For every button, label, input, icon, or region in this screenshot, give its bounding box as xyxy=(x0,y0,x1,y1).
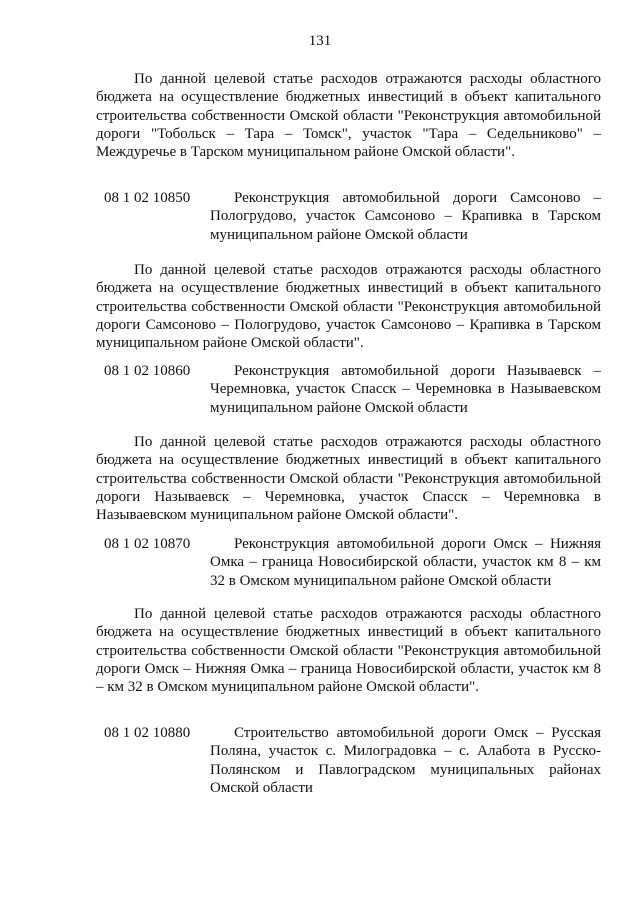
paragraph-text: По данной целевой статье расходов отражаются расходы областного бюджета на осуществление бюджетных инвестиций в объект капитального строительства собственности Омской области "Реконструкция автомобильной дороги "Тобольск – Тара – Томск", участок "Тара – Седельниково" – Междуречье в Тарском муниципальном районе Омской области". xyxy=(96,71,601,161)
paragraph-3 xyxy=(96,433,601,524)
code-description: Реконструкция автомобильной дороги Омск – Нижняя Омка – граница Новосибирской области, участок км 8 – км 32 в Омском муниципальном районе Омской области xyxy=(210,536,601,589)
code-entry-10880 xyxy=(96,724,601,797)
code-entry-10860 xyxy=(96,362,601,417)
budget-code: 08 1 02 10850 xyxy=(104,190,191,206)
paragraph-2 xyxy=(96,261,601,352)
paragraph-text: По данной целевой статье расходов отражаются расходы областного бюджета на осуществление бюджетных инвестиций в объект капитального строительства собственности Омской области "Реконструкция автомобильной дороги Называевск – Черемновка, участок Спасск – Черемновка в Называевском муниципальном районе Омской области". xyxy=(96,434,601,524)
code-entry-10850 xyxy=(96,189,601,244)
code-description: Реконструкция автомобильной дороги Самсоново – Пологрудово, участок Самсоново – Крапивка в Тарском муниципальном районе Омской области xyxy=(210,190,601,243)
paragraph-4 xyxy=(96,605,601,696)
budget-code: 08 1 02 10860 xyxy=(104,363,191,379)
budget-code: 08 1 02 10880 xyxy=(104,725,191,741)
code-description: Строительство автомобильной дороги Омск – Русская Поляна, участок с. Милоградовка – с. Алабота в Русско-Полянском и Павлоградском муниципальных районах Омской области xyxy=(210,725,601,796)
paragraph-text: По данной целевой статье расходов отражаются расходы областного бюджета на осуществление бюджетных инвестиций в объект капитального строительства собственности Омской области "Реконструкция автомобильной дороги Омск – Нижняя Омка – граница Новосибирской области, участок км 8 – км 32 в Омском муниципальном районе Омской области". xyxy=(96,606,601,696)
budget-code: 08 1 02 10870 xyxy=(104,536,191,552)
page-number: 131 xyxy=(308,33,332,49)
paragraph-1 xyxy=(96,70,601,161)
code-entry-10870 xyxy=(96,535,601,590)
paragraph-text: По данной целевой статье расходов отражаются расходы областного бюджета на осуществление бюджетных инвестиций в объект капитального строительства собственности Омской области "Реконструкция автомобильной дороги Самсоново – Пологрудово, участок Самсоново – Крапивка в Тарском муниципальном районе Омской области". xyxy=(96,262,601,352)
code-description: Реконструкция автомобильной дороги Называевск – Черемновка, участок Спасск – Черемновка в Называевском муниципальном районе Омской области xyxy=(210,363,601,416)
